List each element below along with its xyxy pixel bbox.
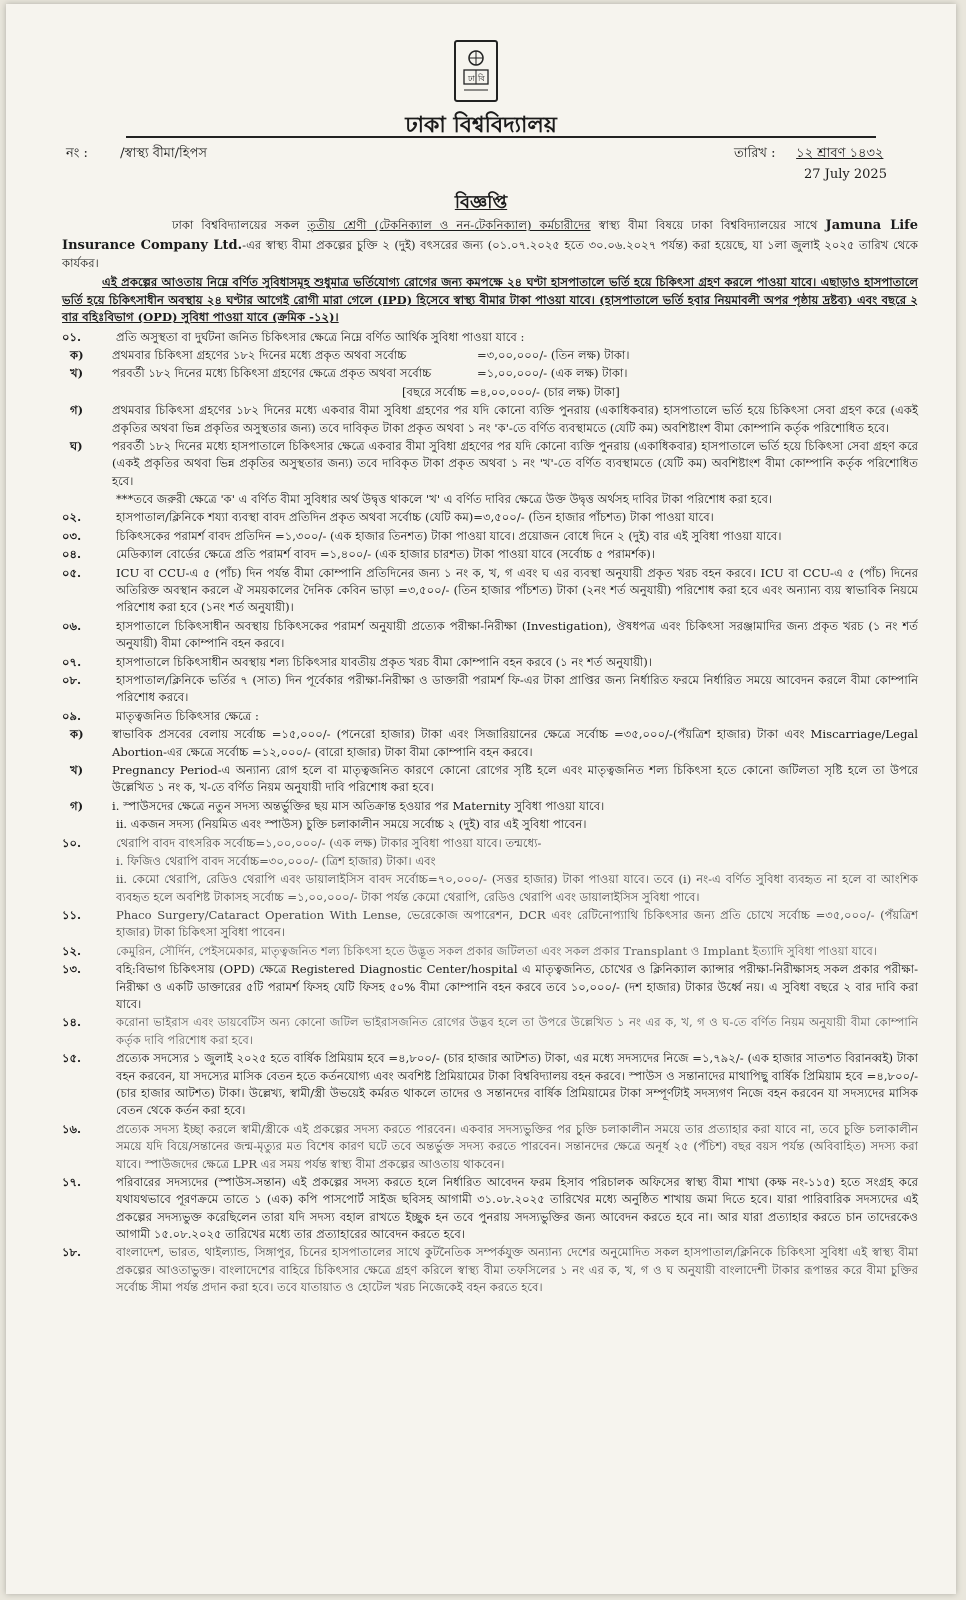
date-english: 27 July 2025 [804, 167, 887, 182]
list-item [62, 726, 918, 761]
list-item [62, 835, 918, 852]
notice-page [6, 4, 956, 1594]
benefit-list [62, 329, 918, 1297]
svg-text:বি: বি [478, 74, 485, 83]
item-text: হাসপাতাল/ক্লিনিকে শয্যা ব্যবস্থা বাবদ প্রতিদিন প্রকৃত অথবা সর্বোচ্চ (যেটি কম)=৩,৫০০/- (তিন হাজার পাঁচশত) টাকা পাওয়া যাবে। [116, 510, 714, 525]
item-number: ০৮. [62, 672, 82, 687]
intro-contract: -এর স্বাস্থ্য বীমা প্রকল্পের চুক্তি ২ (দুই) বৎসরের জন্য (০১.০৭.২০২৫ হতে ৩০.০৬.২০২৭ পর্যন্ত) করা হয়েছে, যা ১লা জুলাই ২০২৫ তারিখ থেকে কার্যকর। [62, 237, 919, 270]
list-item [62, 509, 918, 526]
intro-employee-class: তৃতীয় শ্রেণী (টেকনিক্যাল ও নন-টেকনিক্যাল) কর্মচারীদের [307, 218, 591, 232]
list-item [62, 943, 918, 960]
item-text: প্রত্যেক সদস্যের ১ জুলাই ২০২৫ হতে বার্ষিক প্রিমিয়াম হবে =৪,৮০০/- (চার হাজার আটশত) টাকা, এর মধ্যে সদস্যদের নিজে =১,৭৯২/- (এক হাজার সাতশত বিরানব্বই) টাকা বহন করবেন, যা সদস্যের মাসিক বেতন হতে কর্তনযোগ্য এবং অবশিষ্ট প্রিমিয়ামের টাকা বিশ্ববিদ্যালয় বহন করবে। স্পাউস ও সন্তানাদের মাথাপিছু বার্ষিক প্রিমিয়াম হবে =৪,৮০০/- (চার হাজার আটশত) টাকা। উল্লেখ্য, স্বামী/স্ত্রী উভয়েই কর্মরত থাকলে তাদের ও সন্তানদের বার্ষিক প্রিমিয়ামের টাকা সম্পূর্ণটাই সদস্যগণ নিজে বহন করবেন যা সদস্যদের মাসিক বেতন থেকে কর্তন করা হবে। [116, 1051, 918, 1118]
item-text: মাতৃত্বজনিত চিকিৎসার ক্ষেত্রে : [116, 708, 259, 723]
item-number [62, 816, 116, 833]
date-block [734, 144, 887, 182]
list-item [62, 365, 918, 382]
list-item [62, 1174, 918, 1244]
item-text: হাসপাতালে চিকিৎসাধীন অবস্থায় শল্য চিকিৎসার যাবতীয় প্রকৃত খরচ বীমা কোম্পানি বহন করবে (১ নং শর্ত অনুযায়ী)। [116, 654, 652, 669]
item-number: ০৫. [62, 565, 82, 580]
item-text: থেরাপি বাবদ বাৎসরিক সর্বোচ্চ=১,০০,০০০/- (এক লক্ষ) টাকার সুবিধা পাওয়া যাবে। তন্মধ্যে- [116, 835, 542, 850]
crest-icon [459, 46, 493, 96]
ref-label: নং : [66, 146, 88, 161]
list-item [62, 816, 918, 833]
list-item [62, 762, 918, 797]
item-number: ১৩. [62, 962, 82, 977]
item-text: প্রতি অসুস্থতা বা দুর্ঘটনা জনিত চিকিৎসার ক্ষেত্রে নিম্নে বর্ণিত আর্থিক সুবিধা পাওয়া যাবে : [116, 329, 525, 344]
date-bangla: ১২ শ্রাবণ ১৪৩২ [796, 146, 884, 161]
list-item [62, 438, 918, 490]
item-number: ১২. [62, 943, 82, 958]
list-item [62, 565, 918, 617]
yearly-total: [বছরে সর্বোচ্চ =৪,০০,০০০/- (চার লক্ষ) টাকা] [402, 384, 620, 399]
list-item [62, 1050, 918, 1120]
item-number: গ) [70, 798, 84, 813]
svg-text:ঢা: ঢা [468, 74, 475, 83]
item-number [62, 871, 116, 906]
university-name: ঢাকা বিশ্ববিদ্যালয় [405, 112, 557, 138]
item-text: Pregnancy Period-এ অন্যান্য রোগ হলে বা মাতৃত্বজনিত কারণে কোনো রোগের সৃষ্টি হলে এবং মাতৃত্বজনিত শল্য চিকিৎসা হতে কোনো জটিলতা সৃষ্টি হলে তা উপরে উল্লেখিত ১ নং ক, খ-তে বর্ণিত নিয়ম অনুযায়ী দাবি পরিশোধ করা হবে। [112, 762, 918, 795]
item-text: কেমুরিন, সৌর্দিন, পেইসমেকার, মাতৃত্বজনিত শল্য চিকিৎসা হতে উদ্ভূত সকল প্রকার জটিলতা এবং সকল প্রকার Transplant ও Implant ইত্যাদি সুবিধা পাওয়া যাবে। [116, 943, 877, 958]
item-number: খ) [70, 762, 84, 777]
list-item [62, 672, 918, 707]
item-number: ঘ) [70, 438, 83, 453]
item-number: ০৬. [62, 618, 82, 633]
list-item [62, 491, 918, 508]
item-number: ১৬. [62, 1121, 82, 1136]
list-item [62, 329, 918, 346]
item-text: পরিবারের সদস্যদের (স্পাউস-সন্তান) এই প্রকল্পের সদস্য করতে হলে নির্ধারিত আবেদন ফরম হিসাব পরিচালক অফিসের স্বাস্থ্য বীমা শাখা (কক্ষ নং-১১৫) হতে সংগ্রহ করে যথাযথভাবে পূরণক্রমে তাতে ১ (এক) কপি পাসপোর্ট সাইজ ছবিসহ আগামী ৩১.০৮.২০২৫ তারিখের মধ্যে অনুষ্ঠিত শাখায় জমা দিতে হবে। যারা পারিবারিক সদস্যদের এই প্রকল্পের সদস্যভুক্ত করেছিলেন তারা যদি সদস্য বহাল রাখতে ইচ্ছুক হন তবে পুনরায় সদস্যভুক্তির জন্য আবেদন করতে হবে না। আর যারা প্রত্যাহার করতে চান তাদেরকেও আগামী ১৫.০৮.২০২৫ তারিখের মধ্যে তার প্রত্যাহারের আবেদন করতে হবে। [116, 1174, 918, 1242]
item-number: ক) [70, 347, 84, 362]
item-number: ০৩. [62, 528, 82, 543]
list-item [62, 402, 918, 437]
item-number: ১১. [62, 908, 82, 923]
list-item [62, 1121, 918, 1173]
item-number [62, 491, 116, 508]
item-number: ০৪. [62, 547, 82, 562]
notice-title: বিজ্ঞপ্তি [454, 192, 508, 213]
item-text: বহি:বিভাগ চিকিৎসায় (OPD) ক্ষেত্রে Registered Diagnostic Center/hospital এ মাতৃত্বজনিত, চোখের ও ক্লিনিক্যাল ক্যান্সার পরীক্ষা-নিরীক্ষাসহ সকল প্রকার পরীক্ষা-নিরীক্ষা ও একটি ডাক্তারের ৫টি পরামর্শ ফিসহ যেটি ফিসহ ৫০% বীমা কোম্পানি বহন করবে তবে ১০,০০০/- (দশ হাজার) টাকার উর্ধ্বে নয়। এ সুবিধা বছরে ২ বার দাবি করা যাবে। [116, 962, 918, 1012]
list-item [62, 546, 918, 563]
item-text: Phaco Surgery/Cataract Operation With Lense, ভেরেকোজ অপারেশন, DCR এবং রেটিনোপ্যাথি চিকিৎসার জন্য প্রতি চোখে সর্বোচ্চ =৩৫,০০০/- (পঁয়ত্রিশ হাজার) টাকা চিকিৎসা সুবিধা পাবেন। [116, 908, 918, 940]
list-item [62, 384, 918, 401]
list-item [62, 1244, 918, 1296]
item-text: হাসপাতালে চিকিৎসাধীন অবস্থায় চিকিৎসকের পরামর্শ অনুযায়ী প্রত্যেক পরীক্ষা-নিরীক্ষা (Investigation), ঔষধপত্র এবং চিকিৎসা সরঞ্জামাদির জন্য প্রকৃত খরচ (১ নং শর্ত অনুযায়ী) বীমা কোম্পানি বহন করবে। [116, 618, 918, 651]
item-text: চিকিৎসকের পরামর্শ বাবদ প্রতিদিন =১,৩০০/- (এক হাজার তিনশত) টাকা পাওয়া যাবে। প্রয়োজন বোধে দিনে ২ (দুই) বার এই সুবিধা পাওয়া যাবে। [116, 528, 782, 543]
amount-label: প্রথমবার চিকিৎসা গ্রহণের ১৮২ দিনের মধ্যে প্রকৃত অথবা সর্বোচ্চ [112, 347, 407, 362]
item-text: হাসপাতাল/ক্লিনিকে ভর্তির ৭ (সাত) দিন পূর্বেকার পরীক্ষা-নিরীক্ষা ও ডাক্তারী পরামর্শ ফি-এর টাকা প্রাপ্তির জন্য নির্ধারিত ফরমে নির্ধারিত সময়ে আবেদন করলে বীমা কোম্পানি পরিশোধ করবে। [116, 672, 918, 705]
intro-paragraph [62, 216, 918, 272]
amount-line [112, 365, 918, 382]
company-name: Jamuna Life Insurance Company Ltd. [62, 218, 919, 253]
list-item [62, 853, 918, 870]
list-item [62, 654, 918, 671]
amount-value: =৩,০০,০০০/- (তিন লক্ষ) টাকা। [477, 347, 630, 362]
list-item [62, 618, 918, 653]
list-item [62, 907, 918, 942]
intro-text-end: স্বাস্থ্য বীমা বিষয়ে ঢাকা বিশ্ববিদ্যালয়ের সাথে [590, 218, 818, 232]
list-item [62, 1014, 918, 1049]
list-item [62, 528, 918, 545]
item-number: ১০. [62, 835, 82, 850]
intro-text: ঢাকা বিশ্ববিদ্যালয়ের সকল [172, 218, 308, 232]
list-item [62, 347, 918, 364]
item-text: স্বাভাবিক প্রসবের বেলায় সর্বোচ্চ =১৫,০০০/- (পনেরো হাজার) টাকা এবং সিজারিয়ানের ক্ষেত্রে সর্বোচ্চ =৩৫,০০০/-(পঁয়ত্রিশ হাজার) টাকা এবং Miscarriage/Legal Abortion-এর ক্ষেত্রে সর্বোচ্চ =১২,০০০/- (বারো হাজার) টাকা বীমা কোম্পানি বহন করবে। [112, 727, 918, 759]
reference-line [66, 144, 207, 165]
item-number: ১৫. [62, 1051, 82, 1066]
item-number: ০৯. [62, 708, 82, 723]
item-text: ***তবে জরুরী ক্ষেত্রে 'ক' এ বর্ণিত বীমা সুবিধার অর্থ উদ্বৃত্ত থাকলে 'খ' এ বর্ণিত দাবির ক্ষেত্রে উক্ত উদ্বৃত্ত অর্থসহ দাবির টাকা পরিশোধ করা হবে। [116, 492, 773, 507]
item-number: ১৭. [62, 1174, 82, 1189]
item-text: i. ফিজিও থেরাপি বাবদ সর্বোচ্চ=৩০,০০০/- (ত্রিশ হাজার) টাকা। এবং [116, 853, 436, 868]
item-number: ০১. [62, 329, 82, 344]
item-number: ১৮. [62, 1245, 82, 1260]
item-number: ০৭. [62, 654, 82, 669]
item-text: ii. কেমো থেরাপি, রেডিও থেরাপি এবং ডায়ালাইসিস বাবদ সর্বোচ্চ=৭০,০০০/- (সত্তর হাজার) টাকা পাওয়া যাবে। তবে (i) নং-এ বর্ণিত সুবিধা ব্যবহৃত না হলে বা আংশিক ব্যবহৃত হলে অবশিষ্ট টাকাসহ সর্বোচ্চ =১,০০,০০০/- টাকা পর্যন্ত কেমো থেরাপি, রেডিও থেরাপি এবং ডায়ালাইসিস সুবিধা পাবে। [116, 872, 918, 904]
list-item [62, 871, 918, 906]
university-logo [454, 40, 498, 102]
item-text: পরবর্তী ১৮২ দিনের মধ্যে হাসপাতালে চিকিৎসার ক্ষেত্রে একবার বীমা সুবিধা গ্রহণের পর যদি কোনো ব্যক্তি পুনরায় (একাধিকবার) হাসপাতালে ভর্তি হয়ে চিকিৎসা সেবা গ্রহণ করে (একই প্রকৃতির অথবা ভিন্ন প্রকৃতির অসুস্থতার জন্য) তবে দাবিকৃত টাকা প্রকৃত অথবা ১ নং 'খ'-তে বর্ণিত ব্যবস্থামতে (যেটি কম) অবশিষ্টাংশ বীমা কোম্পানি কর্তৃক পরিশোধিত হবে। [112, 438, 918, 488]
item-text: প্রথমবার চিকিৎসা গ্রহণের ১৮২ দিনের মধ্যে একবার বীমা সুবিধা গ্রহণের পর যদি কোনো ব্যক্তি পুনরায় (একাধিকবার) হাসপাতালে ভর্তি হয়ে চিকিৎসা সেবা গ্রহণ করে (একই প্রকৃতির অথবা ভিন্ন প্রকৃতির অসুস্থতার জন্য) তবে দাবিকৃত টাকা প্রকৃত অথবা ১ নং 'ক'-তে বর্ণিত ব্যবস্থামতে (যেটি কম) অবশিষ্টাংশ বীমা কোম্পানি কর্তৃক পরিশোধিত হবে। [112, 403, 918, 435]
list-item [62, 961, 918, 1013]
amount-line [112, 347, 918, 364]
date-label: তারিখ : [734, 146, 776, 161]
item-text: ii. একজন সদস্য (নিয়মিত এবং স্পাউস) চুক্তি চলাকালীন সময়ে সর্বোচ্চ ২ (দুই) বার এই সুবিধা পাবেন। [116, 817, 587, 832]
list-item [62, 708, 918, 725]
item-text: প্রত্যেক সদস্য ইচ্ছা করলে স্বামী/স্ত্রীকে এই প্রকল্পের সদস্য করতে পারবেন। একবার সদস্যভুক্তির পর চুক্তি চলাকালীন সময়ে তার প্রত্যাহার করা যাবে না, তবে চুক্তি চলাকালীন সময়ে যদি বিয়ে/সন্তানের জন্ম-মৃত্যুর মত বিশেষ কারণ ঘটে তবে অন্তর্ভুক্ত সদস্য করতে পারবেন। সন্তানদের ক্ষেত্রে অনূর্ধ ২৫ (পঁচিশ) বছর বয়স পর্যন্ত (অবিবাহিত) সদস্য করা যাবে। স্পাউজদের ক্ষেত্রে LPR এর সময় পর্যন্ত স্বাস্থ্য বীমা প্রকল্পের আওতায় থাকবেন। [116, 1121, 918, 1171]
amount-label: পরবর্তী ১৮২ দিনের মধ্যে চিকিৎসা গ্রহণের ক্ষেত্রে প্রকৃত অথবা সর্বোচ্চ [112, 366, 432, 381]
amount-value: =১,০০,০০০/- (এক লক্ষ) টাকা। [477, 366, 628, 381]
notice-body [62, 216, 918, 1298]
item-text: ICU বা CCU-এ ৫ (পাঁচ) দিন পর্যন্ত বীমা কোম্পানি প্রতিদিনের জন্য ১ নং ক, খ, গ এবং ঘ এর ব্যবস্থা অনুযায়ী প্রকৃত খরচ বহন করবে। ICU বা CCU-এ ৫ (পাঁচ) দিনের অতিরিক্ত অবস্থান করলে ঐ সময়কালের দৈনিক কেবিন ভাড়া =৩,৫০০/- (তিন হাজার পাঁচশত) টাকা (২নং শর্ত অনুযায়ী) পরিশোধ করা হবে এবং অন্যান্য ব্যয় স্বাভাবিক নিয়মে পরিশোধ করা হবে (১নং শর্ত অনুযায়ী)। [116, 565, 918, 615]
item-text: বাংলাদেশ, ভারত, থাইল্যান্ড, সিঙ্গাপুর, চিনের হাসপাতালের সাথে কুটনৈতিক সম্পর্কযুক্ত অন্যান্য দেশের অনুমোদিত সকল হাসপাতাল/ক্লিনিকে চিকিৎসা সুবিধা এই স্বাস্থ্য বীমা প্রকল্পের আওতাভুক্ত। বাংলাদেশের বাহিরে চিকিৎসার ক্ষেত্রে গ্রহণ করিলে স্বাস্থ্য বীমা তফসিলের ১ নং এর ক, খ, গ ও ঘ অনুযায়ী বাংলাদেশী টাকার রূপান্তর করে বীমা চুক্তির সর্বোচ্চ সীমা পর্যন্ত প্রদান করা হবে। তবে যাতায়াত ও হোটেল খরচ নিজেকেই বহন করতে হবে। [116, 1245, 918, 1295]
item-number: খ) [70, 366, 84, 381]
item-text: মেডিক্যাল বোর্ডের ক্ষেত্রে প্রতি পরামর্শ বাবদ =১,৪০০/- (এক হাজার চারশত) টাকা পাওয়া যাবে (সর্বোচ্চ ৫ পরামর্শক)। [116, 547, 655, 562]
scope-paragraph: এই প্রকল্পের আওতায় নিম্নে বর্ণিত সুবিধাসমূহ শুধুমাত্র ভর্তিযোগ্য রোগের জন্য কমপক্ষে ২৪ ঘণ্টা হাসপাতালে ভর্তি হয়ে চিকিৎসা গ্রহণ করলে পাওয়া যাবে। এছাড়াও হাসপাতালে ভর্তি হয়ে চিকিৎসাধীন অবস্থায় ২৪ ঘণ্টার আগেই রোগী মারা গেলে (IPD) হিসেবে স্বাস্থ্য বীমার টাকা পাওয়া যাবে। (হাসপাতালে ভর্তি হবার নিয়মাবলী অপর পৃষ্ঠায় দ্রষ্টব্য) এবং বছরে ২ বার বহিঃবিভাগ (OPD) সুবিধা পাওয়া যাবে (ক্রমিক -১২)। [62, 275, 918, 325]
item-number: ০২. [62, 510, 82, 525]
header-divider [126, 136, 876, 138]
item-text: করোনা ভাইরাস এবং ডায়বেটিস অন্য কোনো জটিল ভাইরাসজনিত রোগের উদ্ভব হলে তা উপরে উল্লেখিত ১ নং এর ক, খ, গ ও ঘ-তে বর্ণিত নিয়ম অনুযায়ী বীমা কোম্পানি কর্তৃক দাবি পরিশোধ করা হবে। [116, 1015, 918, 1047]
ref-value: /স্বাস্থ্য বীমা/হিপস [120, 146, 208, 161]
item-number: গ) [70, 403, 84, 418]
item-number: ১৪. [62, 1015, 82, 1030]
item-number: ক) [70, 727, 84, 742]
item-text: i. স্পাউসদের ক্ষেত্রে নতুন সদস্য অন্তর্ভুক্তির ছয় মাস অতিক্রান্ত হওয়ার পর Maternity সুবিধা পাওয়া যাবে। [112, 798, 605, 813]
item-number [62, 853, 116, 870]
list-item [62, 798, 918, 815]
